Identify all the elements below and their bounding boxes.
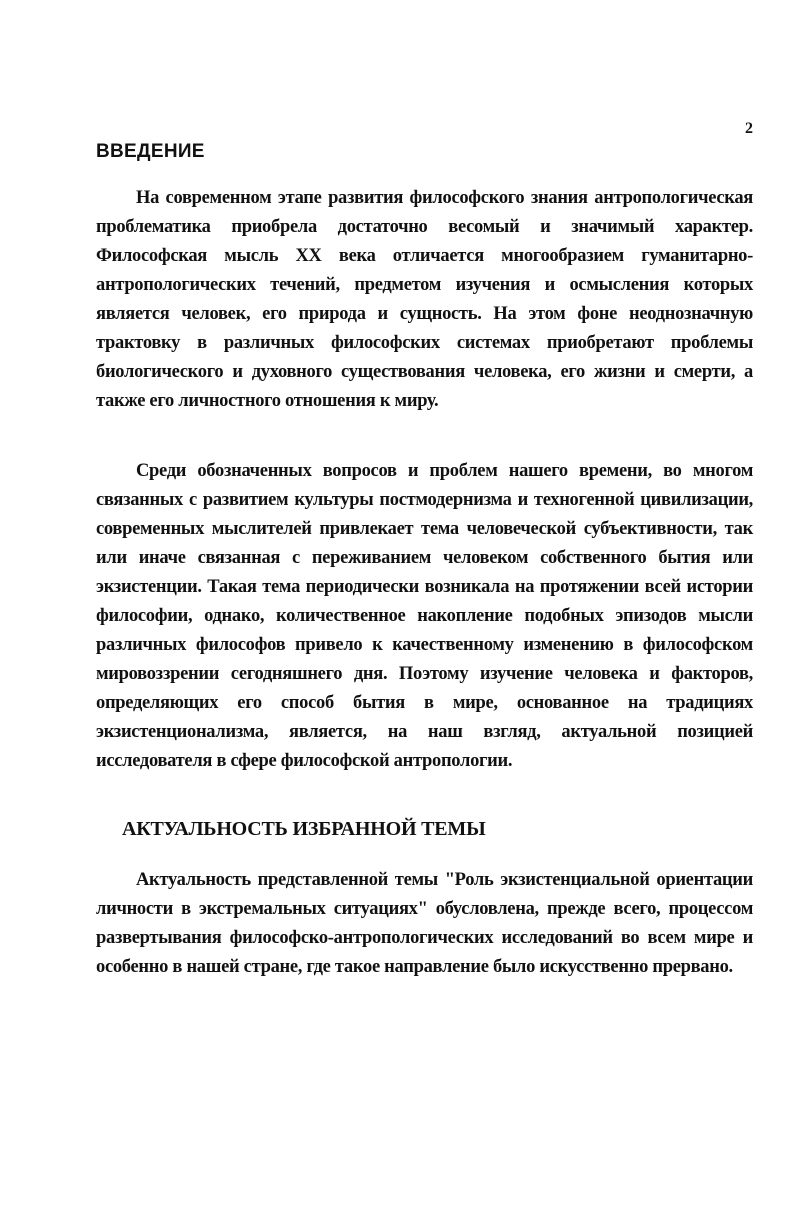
intro-heading: ВВЕДЕНИЕ	[96, 141, 205, 162]
relevance-heading: АКТУАЛЬНОСТЬ ИЗБРАННОЙ ТЕМЫ	[122, 818, 486, 840]
intro-paragraph-2: Среди обозначенных вопросов и проблем нашего времени, во многом связанных с развитием культуры постмодернизма и техногенной цивилизации, современных мыслителей привлекает тема человеческой субъективности, так или иначе связанная с переживанием человеком собственного бытия или экзистенции. Такая тема периодически возникала на протяжении всей истории философии, однако, количественное накопление подобных эпизодов мысли различных философов привело к качественному изменению в философском мировоззрении сегодняшнего дня. Поэтому изучение человека и факторов, определяющих его способ бытия в мире, основанное на традициях экзистенционализма, является, на наш взгляд, актуальной позицией исследователя в сфере философской антропологии.	[96, 461, 753, 771]
relevance-paragraph: Актуальность представленной темы "Роль экзистенциальной ориентации личности в экстремальных ситуациях" обусловлена, прежде всего, процессом развертывания философско-антропологических исследований во всем мире и особенно в нашей стране, где такое направление было искусственно прервано.	[96, 870, 753, 977]
page-number: 2	[745, 120, 753, 137]
intro-paragraph-1: На современном этапе развития философского знания антропологическая проблематика приобрела достаточно весомый и значимый характер. Философская мысль XX века отличается многообразием гуманитарно-антропологических течений, предметом изучения и осмысления которых является человек, его природа и сущность. На этом фоне неоднозначную трактовку в различных философских системах приобретают проблемы биологического и духовного существования человека, его жизни и смерти, а также его личностного отношения к миру.	[96, 188, 753, 411]
